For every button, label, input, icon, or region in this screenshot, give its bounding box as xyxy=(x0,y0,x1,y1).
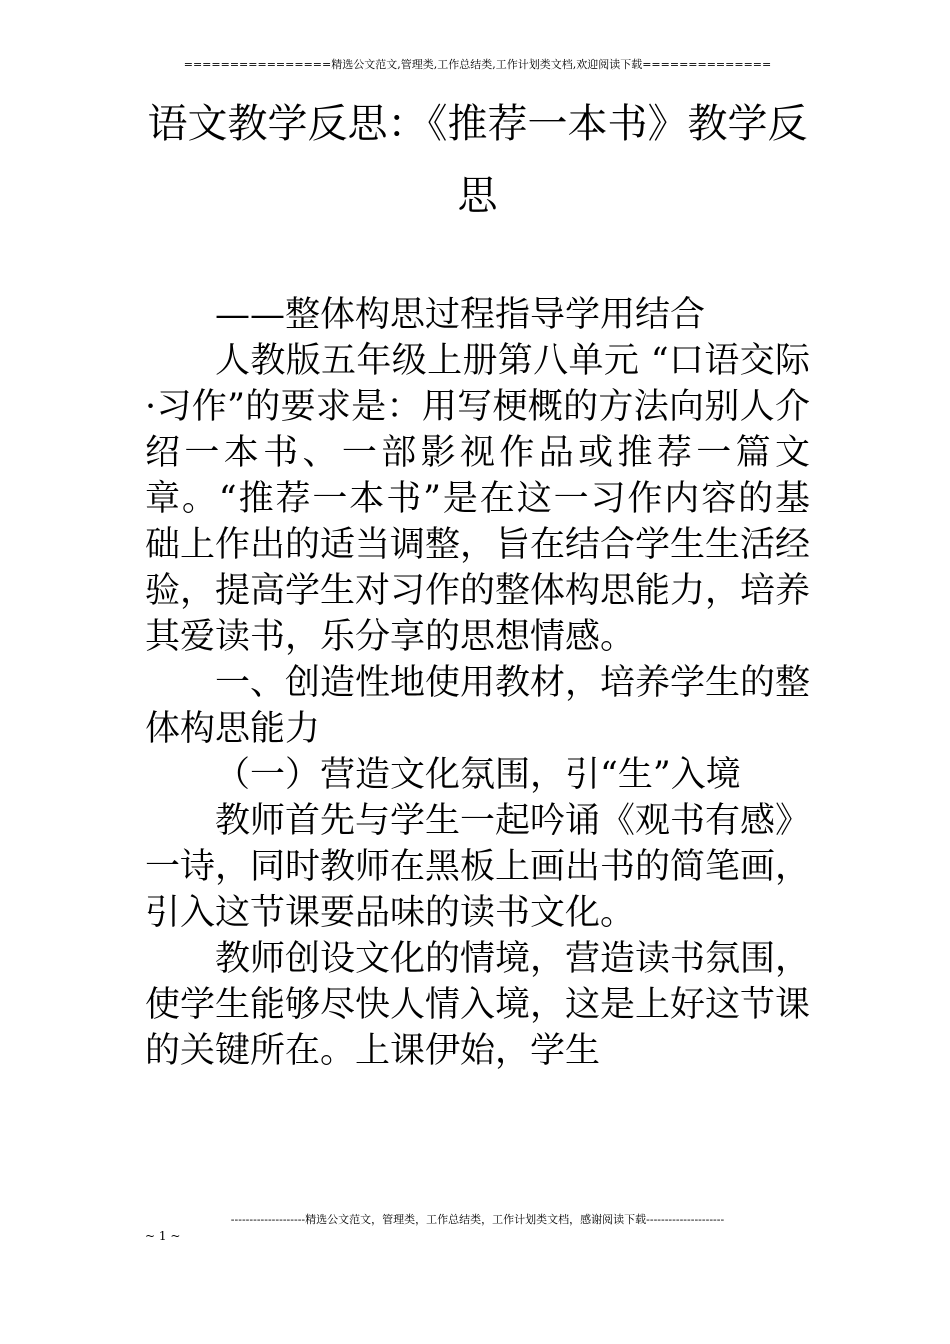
page-header: ================精选公文范文,管理类,工作总结类,工作计划类文档,欢迎阅读下载============== xyxy=(183,58,772,71)
page-number: ~ 1 ~ xyxy=(145,1229,181,1243)
paragraph-intro: 人教版五年级上册第八单元 “口语交际·习作”的要求是：用写梗概的方法向别人介绍一本书、一部影视作品或推荐一篇文章。“推荐一本书”是在这一习作内容的基础上作出的适当调整，旨在结合学生生活经验，提高学生对习作的整体构思能力，培养其爱读书，乐分享的思想情感。 xyxy=(145,341,811,657)
document-body xyxy=(145,292,810,1074)
document-title: 语文教学反思：《推荐一本书》教学反思 xyxy=(147,101,808,219)
paragraph-atmosphere: 教师创设文化的情境，营造读书氛围，使学生能够尽快人情入境，这是上好这节课的关键所在。上课伊始，学生 xyxy=(145,939,811,1071)
document-subtitle: ——整体构思过程指导学用结合 xyxy=(215,295,706,335)
paragraph-poem-intro: 教师首先与学生一起吟诵《观书有感》一诗，同时教师在黑板上画出书的简笔画，引入这节课要品味的读书文化。 xyxy=(145,801,811,933)
subsection-heading-1: （一）营造文化氛围，引“生”入境 xyxy=(215,755,741,795)
section-heading-1: 一、创造性地使用教材，培养学生的整体构思能力 xyxy=(145,663,811,749)
page-footer: --------------------精选公文范文，管理类，工作总结类，工作计划类文档，感谢阅读下载--------------------- xyxy=(230,1213,725,1226)
